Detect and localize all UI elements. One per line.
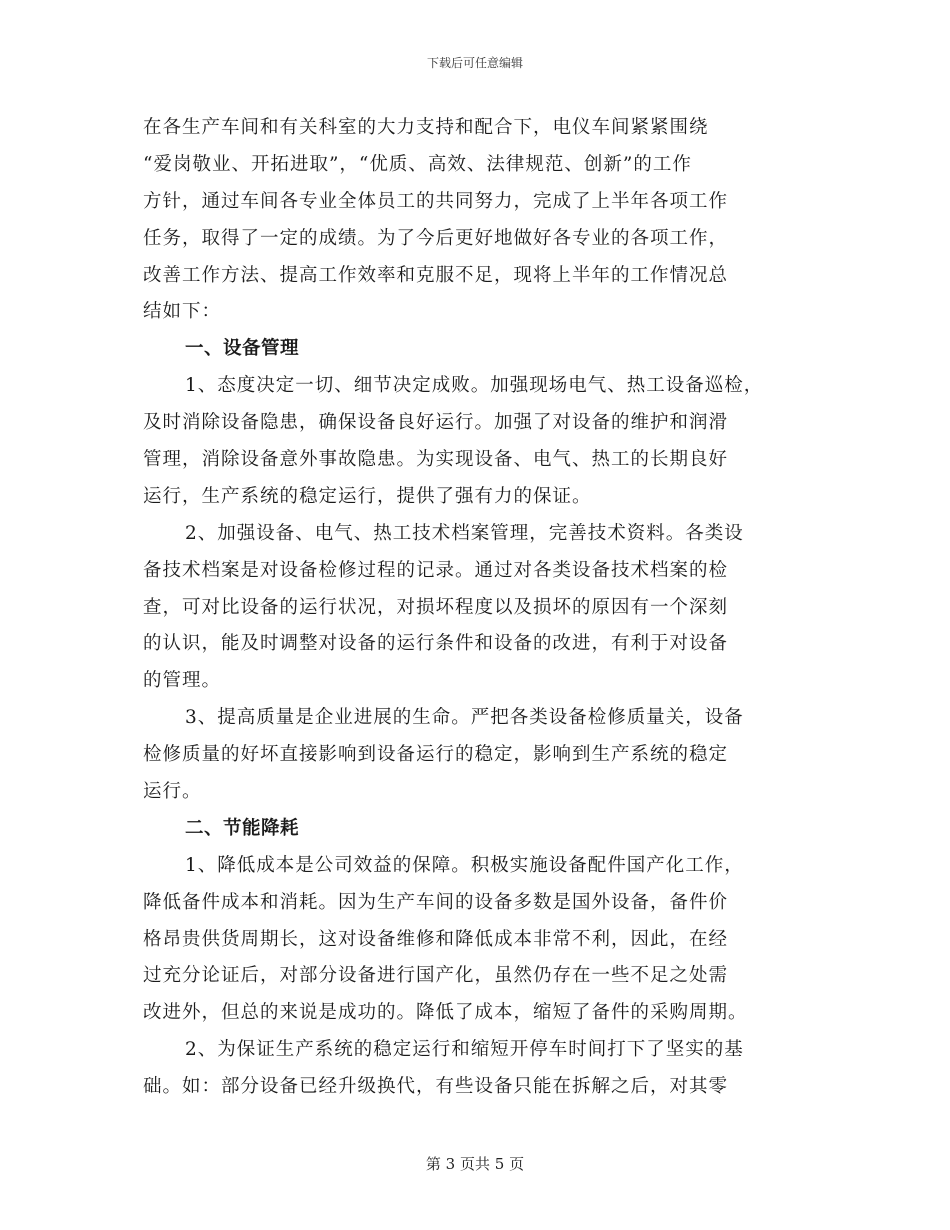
text-line: 的认识，能及时调整对设备的运行条件和设备的改进，有利于对设备 xyxy=(143,633,729,655)
text-line: 运行，生产系统的稳定运行，提供了强有力的保证。 xyxy=(143,485,592,507)
page-header: 下载后可任意编辑 xyxy=(426,56,523,70)
text-line: 运行。 xyxy=(143,781,202,803)
paragraph-start: 2、加强设备、电气、热工技术档案管理，完善技术资料。各类设 xyxy=(185,522,744,544)
text-line: 格昂贵供货周期长，这对设备维修和降低成本非常不利，因此，在经 xyxy=(143,928,729,950)
text-line: 改善工作方法、提高工作效率和克服不足，现将上半年的工作情况总 xyxy=(143,264,729,286)
text-line: 查，可对比设备的运行状况，对损坏程度以及损坏的原因有一个深刻 xyxy=(143,596,729,618)
text-line: 改进外，但总的来说是成功的。降低了成本，缩短了备件的采购周期。 xyxy=(143,1002,748,1024)
paragraph-start: 1、态度决定一切、细节决定成败。加强现场电气、热工设备巡检， xyxy=(185,375,764,397)
text-line: 在各生产车间和有关科室的大力支持和配合下，电仪车间紧紧围绕 xyxy=(143,117,709,138)
section-heading-equipment: 一、设备管理 xyxy=(185,338,300,360)
paragraph-start: 2、为保证生产系统的稳定运行和缩短开停车时间打下了坚实的基 xyxy=(185,1039,744,1061)
text-line: “爱岗敬业、开拓进取”，“优质、高效、法律规范、创新”的工作 xyxy=(143,153,692,175)
text-line: 任务，取得了一定的成绩。为了今后更好地做好各专业的各项工作， xyxy=(143,227,729,249)
text-line: 备技术档案是对设备检修过程的记录。通过对各类设备技术档案的检 xyxy=(143,559,729,581)
paragraph-start: 3、提高质量是企业进展的生命。严把各类设备检修质量关，设备 xyxy=(185,707,744,729)
text-line: 检修质量的好坏直接影响到设备运行的稳定，影响到生产系统的稳定 xyxy=(143,744,729,766)
paragraph-start: 1、降低成本是公司效益的保障。积极实施设备配件国产化工作， xyxy=(185,854,744,876)
text-line: 及时消除设备隐患，确保设备良好运行。加强了对设备的维护和润滑 xyxy=(143,412,729,434)
text-line: 方针，通过车间各专业全体员工的共同努力，完成了上半年各项工作 xyxy=(143,190,729,212)
section-heading-energy-saving: 二、节能降耗 xyxy=(185,817,300,839)
document-body xyxy=(143,110,815,1106)
text-line: 的管理。 xyxy=(143,670,222,692)
text-line: 管理，消除设备意外事故隐患。为实现设备、电气、热工的长期良好 xyxy=(143,449,729,471)
text-line: 础。如：部分设备已经升级换代，有些设备只能在拆解之后，对其零 xyxy=(143,1076,729,1098)
text-line: 降低备件成本和消耗。因为生产车间的设备多数是国外设备，备件价 xyxy=(143,891,729,913)
text-line: 结如下： xyxy=(143,301,222,323)
page-number: 第 3 页共 5 页 xyxy=(425,1155,525,1173)
text-line: 过充分论证后，对部分设备进行国产化，虽然仍存在一些不足之处需 xyxy=(143,965,729,987)
